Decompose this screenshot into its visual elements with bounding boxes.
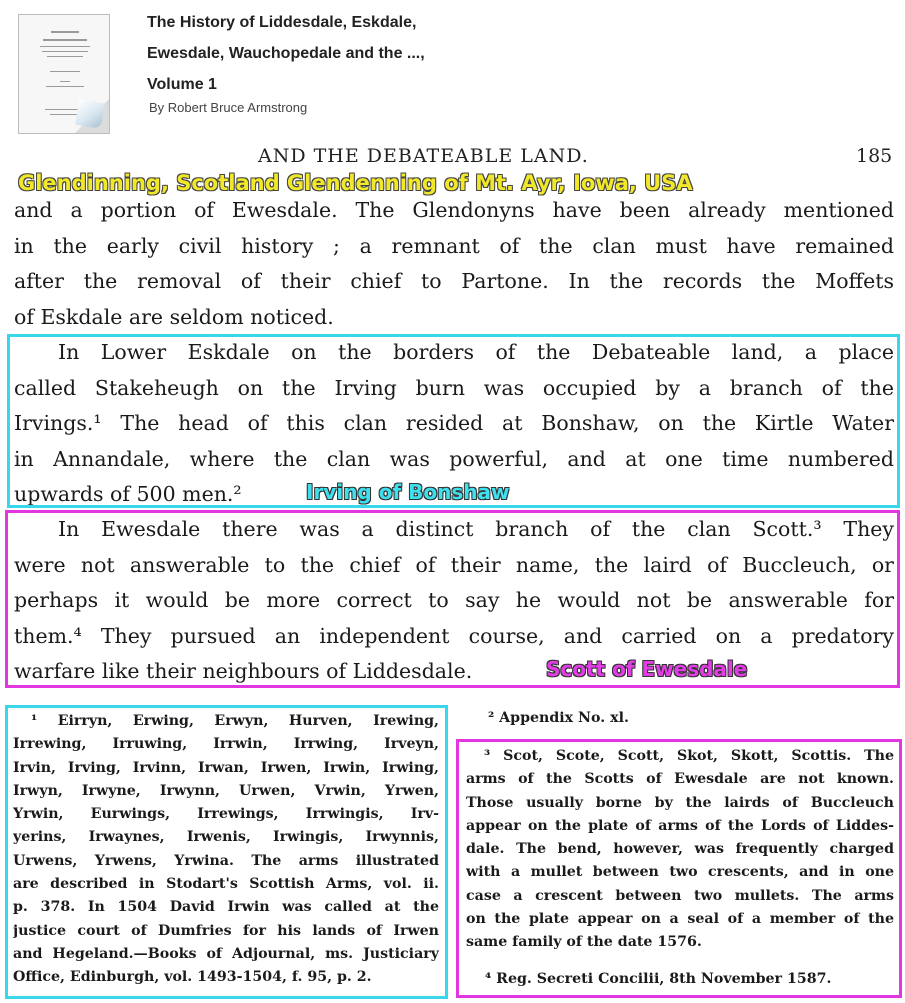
footnote-line: Irwyn, Irwyne, Irwynn, Urwen, Vrwin, Yrwen, [13, 782, 439, 799]
footnote-line: justice court of Dumfries for his lands of Irwen [13, 922, 439, 939]
text-line: In Ewesdale there was a distinct branch of the clan Scott.³ They [58, 517, 894, 541]
book-title-line[interactable]: Volume 1 [147, 76, 217, 93]
footnote-line: same family of the date 1576. [466, 934, 702, 951]
footnote-line: case a crescent between two mullets. The arms [466, 887, 894, 904]
footnote-line: are described in Stodart's Scottish Arms, vol. ii. [13, 876, 439, 893]
text-line: were not answerable to the chief of their name, the laird of Buccleuch, or [14, 552, 894, 577]
footnote-line: ⁴ Reg. Secreti Concilii, 8th November 1587. [485, 971, 832, 987]
footnote-2 [488, 707, 888, 730]
text-line: and a portion of Ewesdale. The Glendonyns have been already mentioned [14, 198, 894, 222]
footnote-line: Urwens, Yrwens, Yrwina. The arms illustrated [13, 852, 439, 869]
book-title[interactable] [147, 12, 507, 105]
scott-highlight-box [5, 510, 900, 688]
text-line: in the early civil history ; a remnant of the clan must have remained [14, 233, 894, 258]
book-title-line[interactable]: Ewesdale, Wauchopedale and the ..., [147, 45, 425, 62]
footnote-line: appear on the plate of arms of the Lords of Liddes- [466, 817, 894, 834]
text-line: them.⁴ They pursued an independent course, and carried on a predatory [14, 623, 894, 648]
footnote-line: yerins, Irwaynes, Irwenis, Irwingis, Irwynnis, [13, 829, 439, 846]
footnote-line: on the plate appear on a seal of a member of the [466, 911, 894, 928]
footnote-line: Irrewing, Irruwing, Irrwin, Irrwing, Irveyn, [13, 736, 439, 753]
book-cover-thumbnail[interactable] [18, 14, 110, 134]
irving-annotation: Irving of Bonshaw [306, 480, 510, 504]
text-line: Irvings.¹ The head of this clan resided at Bonshaw, on the Kirtle Water [14, 411, 894, 435]
footnote-line: and Hegeland.—Books of Adjournal, ms. Justiciary [13, 945, 439, 962]
intro-paragraph [14, 193, 894, 335]
text-line: warfare like their neighbours of Liddesdale. [14, 659, 473, 683]
book-author: By Robert Bruce Armstrong [149, 100, 308, 115]
text-line: In Lower Eskdale on the borders of the Debateable land, a place [58, 340, 894, 364]
footnote-line: Yrwin, Eurwings, Irrewings, Irrwingis, Irv- [13, 806, 439, 823]
footnote-line: Office, Edinburgh, vol. 1493-1504, f. 95, p. 2. [13, 969, 372, 986]
text-line: called Stakeheugh on the Irving burn was occupied by a branch of the [14, 375, 894, 400]
footnote-line: arms of the Scotts of Ewesdale are not known. [466, 771, 894, 788]
footnote-line: with a mullet between two crescents, and in one [466, 864, 894, 881]
book-title-line[interactable]: The History of Liddesdale, Eskdale, [147, 14, 417, 31]
footnote-line: Irvin, Irving, Irvinn, Irwan, Irwen, Irwin, Irwing, [13, 759, 439, 776]
scott-footnote-highlight-box [456, 739, 902, 998]
footnote-line: dale. The bend, however, was frequently charged [466, 841, 894, 858]
text-line: in Annandale, where the clan was powerful, and at one time numbered [14, 446, 894, 471]
footnote-line: p. 378. In 1504 David Irwin was called at the [13, 899, 439, 916]
scott-annotation: Scott of Ewesdale [546, 657, 748, 681]
footnote-line: ² Appendix No. xl. [488, 710, 629, 726]
irving-footnote-highlight-box [5, 705, 448, 999]
footnote-line: Those usually borne by the lairds of Buccleuch [466, 794, 894, 811]
text-line: upwards of 500 men.² [14, 482, 242, 506]
running-head: AND THE DEBATEABLE LAND. [258, 145, 589, 167]
text-line: after the removal of their chief to Partone. In the records the Moffets [14, 269, 894, 293]
text-line: of Eskdale are seldom noticed. [14, 304, 334, 329]
page-number: 185 [856, 145, 893, 167]
footnote-line: ¹ Eirryn, Erwing, Erwyn, Hurven, Irewing, [31, 713, 439, 729]
text-line: perhaps it would be more correct to say he would not be answerable for [14, 588, 894, 612]
glendinning-annotation: Glendinning, Scotland Glendenning of Mt. Ayr, Iowa, USA [18, 171, 693, 195]
book-header [0, 0, 905, 145]
footnote-line: ³ Scot, Scote, Scott, Skot, Skott, Scottis. The [484, 748, 894, 764]
